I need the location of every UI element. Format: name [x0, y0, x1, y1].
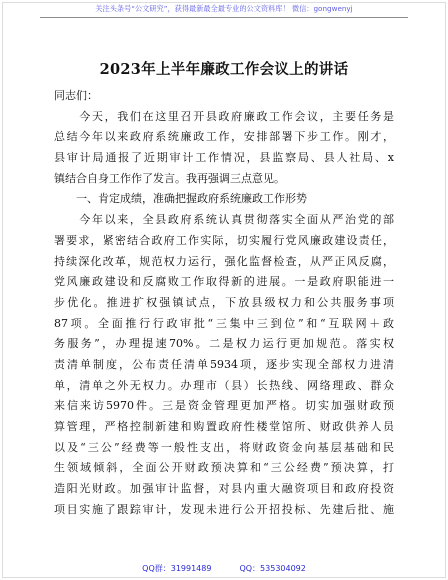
header-divider [40, 17, 408, 18]
section-heading: 一、肯定成绩，准确把握政府系统廉政工作形势 [54, 192, 307, 206]
paragraph-line: 党风廉政建设和反腐败工作取得新的进展。一是政府职能进一 [54, 275, 394, 289]
salutation-line: 同志们： [54, 89, 98, 102]
paragraph-line: 镇结合自身工作作了发言。我再强调三点意见。 [54, 171, 285, 185]
paragraph-line: 项目实施了跟踪审计，发现未进行公开招投标、先建后批、施 [54, 502, 394, 516]
paragraph-line: 责清单制度，公布责任清单5934项，逐步实现全部权力进清 [54, 357, 394, 371]
paragraph-line: 以及“三公”经费等一般性支出，将财政资金向基层基础和民 [54, 440, 394, 454]
footer-contact [0, 563, 448, 574]
header-banner: 关注头条号“公文研究”，获得最新最全最专业的公文资料库！ 微信：gongwenyj [95, 4, 353, 13]
paragraph-line: 署要求，紧密结合政府工作实际，切实履行党风廉政建设责任， [54, 233, 394, 247]
paragraph-line: 87项。全面推行行政审批“三集中三到位”和“互联网＋政 [54, 316, 394, 330]
document-body [54, 86, 394, 520]
paragraph-line: 单，清单之外无权力。办理市（县）长热线、网络理政、群众 [54, 378, 394, 392]
paragraph-line: 今天，我们在这里召开县政府廉政工作会议，主要任务是 [54, 109, 394, 123]
document-title: 2023年上半年廉政工作会议上的讲话 [99, 61, 349, 78]
paragraph-line: 算管理，严格控制新建和购置政府性楼堂馆所、财政供养人员 [54, 420, 394, 433]
paragraph-line: 持续深化改革，规范权力运行，强化监督检查，从严正风反腐， [54, 254, 394, 268]
footer-qq: QQ：535304092 [239, 564, 306, 573]
paragraph-line: 步优化。推进扩权强镇试点，下放县级权力和公共服务事项 [54, 295, 394, 309]
paragraph-line: 今年以来，全县政府系统认真贯彻落实全面从严治党的部 [54, 213, 394, 227]
paragraph-line: 造阳光财政。加强审计监督，对县内重大融资项目和政府投资 [54, 482, 394, 496]
paragraph-line: 县审计局通报了近期审计工作情况，县监察局、县人社局、x [54, 151, 394, 165]
paragraph-line: 务服务”，办理提速70%。二是权力运行更加规范。落实权 [54, 337, 394, 351]
paragraph-line: 来信来访5970件。三是资金管理更加严格。切实加强财政预 [54, 399, 394, 413]
footer-qq-group: QQ群：31991489 [142, 564, 212, 573]
paragraph-line: 生领域倾斜，全面公开财政预决算和“三公经费”预决算，打 [54, 461, 394, 475]
paragraph-line: 总结今年以来政府系统廉政工作，安排部署下步工作。刚才， [54, 130, 394, 144]
